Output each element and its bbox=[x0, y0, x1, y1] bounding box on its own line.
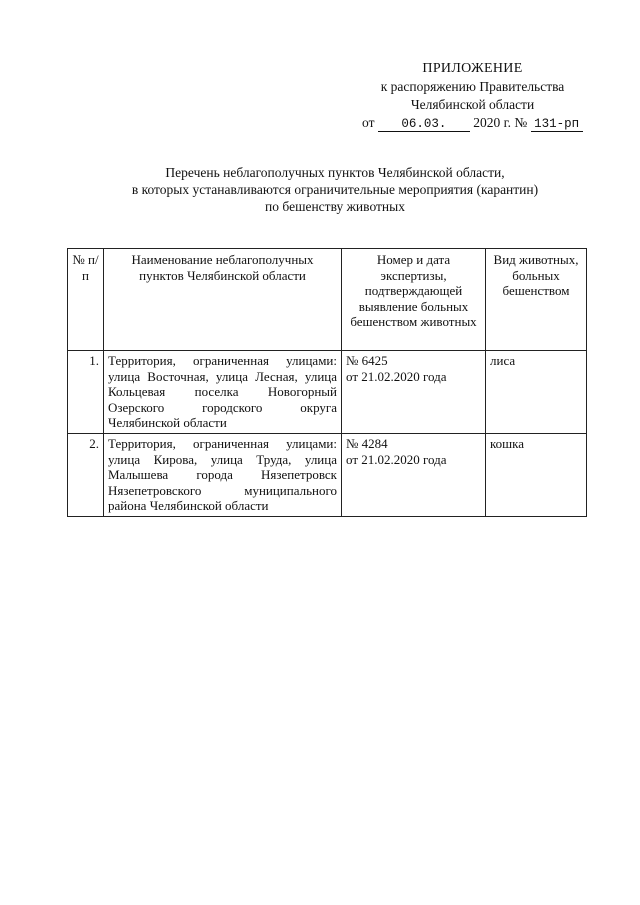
appendix-line-2: Челябинской области bbox=[410, 97, 535, 112]
row-territory: Территория, ограниченная улицами: улица Восточная, улица Лесная, улица Кольцевая поселка Новогорный Озерского городского округа Челябинской области bbox=[104, 351, 342, 434]
infected-points-table bbox=[67, 248, 587, 517]
table-row bbox=[68, 351, 587, 434]
expertise-date: от 21.02.2020 года bbox=[346, 451, 447, 467]
order-date-line bbox=[362, 114, 585, 132]
expertise-date: от 21.02.2020 года bbox=[346, 368, 447, 384]
row-animal: кошка bbox=[486, 433, 587, 516]
row-animal: лиса bbox=[486, 351, 587, 434]
title-line-3: по бешенству животных bbox=[265, 199, 405, 214]
header-number: № п/п bbox=[68, 249, 104, 351]
table-row bbox=[68, 433, 587, 516]
header-animal-type: Вид животных, больных бешенством bbox=[486, 249, 587, 351]
row-number: 1. bbox=[68, 351, 104, 434]
row-expertise bbox=[342, 433, 486, 516]
header-expertise: Номер и дата экспертизы, подтверждающей выявление больных бешенством животных bbox=[342, 249, 486, 351]
order-from-label: от bbox=[362, 115, 375, 130]
order-date: 06.03. bbox=[378, 117, 470, 132]
row-expertise bbox=[342, 351, 486, 434]
order-number: 131-рп bbox=[531, 117, 583, 132]
header-name: Наименование неблагополучных пунктов Челябинской области bbox=[104, 249, 342, 351]
appendix-heading: ПРИЛОЖЕНИЕ bbox=[422, 61, 523, 76]
document-title bbox=[90, 164, 580, 215]
appendix-line-1: к распоряжению Правительства bbox=[380, 79, 565, 94]
appendix-block bbox=[360, 60, 585, 132]
row-number: 2. bbox=[68, 433, 104, 516]
expertise-number: № 4284 bbox=[346, 435, 388, 451]
table-header-row bbox=[68, 249, 587, 351]
order-year-label: 2020 г. № bbox=[473, 115, 528, 130]
title-line-1: Перечень неблагополучных пунктов Челябинской области, bbox=[165, 165, 505, 180]
title-line-2: в которых устанавливаются ограничительные мероприятия (карантин) bbox=[131, 182, 539, 197]
row-territory: Территория, ограниченная улицами: улица Кирова, улица Труда, улица Малышева города Нязепетровск Нязепетровского муниципального района Челябинской области bbox=[104, 433, 342, 516]
expertise-number: № 6425 bbox=[346, 353, 388, 368]
